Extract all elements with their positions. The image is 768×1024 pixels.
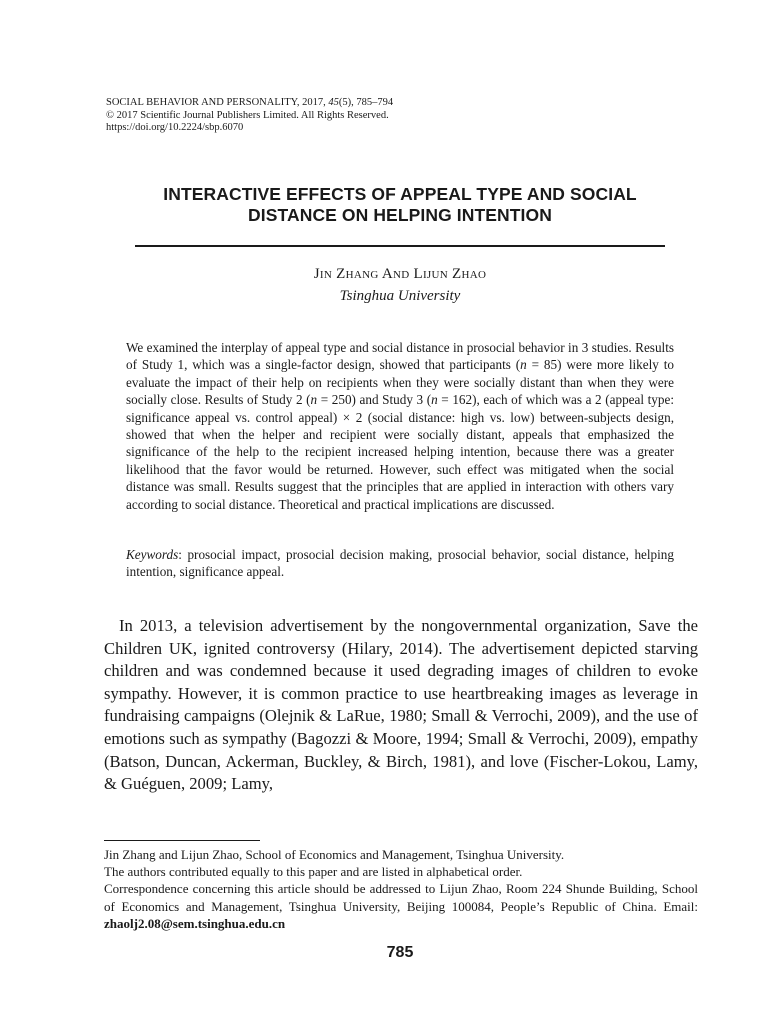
footnote-affiliations: Jin Zhang and Lijun Zhao, School of Economics and Management, Tsinghua University.	[104, 847, 565, 862]
author-block	[100, 263, 700, 307]
article-title	[100, 184, 700, 226]
footnote-divider	[104, 840, 260, 841]
abstract: We examined the interplay of appeal type and social distance in prosocial behavior in 3 studies. Results of Study 1, which was a single-factor design, showed that participants (n = 85) were more likely to evaluate the impact of their help on recipients when they were socially distant than when they were socially close. Results of Study 2 (n = 250) and Study 3 (n = 162), each of which was a 2 (appeal type: significance appeal vs. control appeal) × 2 (social distance: high vs. low) between-subjects design, showed that when the helper and recipient were socially distant, appeals that emphasized the significance of the help to the recipient increased helping intention, because there was a greater likelihood that the favor would be returned. However, such effect was mitigated when the social distance was small. Results suggest that the principles that are applied in interaction with others vary according to social distance. Theoretical and practical implications are discussed.	[126, 340, 675, 512]
author-affiliation: Tsinghua University	[339, 288, 461, 304]
copyright-line: © 2017 Scientific Journal Publishers Limited. All Rights Reserved.	[106, 109, 389, 121]
doi-link[interactable]: https://doi.org/10.2224/sbp.6070	[106, 122, 244, 133]
correspondence-email[interactable]: zhaolj2.08@sem.tsinghua.edu.cn	[104, 915, 286, 931]
keywords-label: Keywords	[126, 547, 179, 562]
title-line-1: INTERACTIVE EFFECTS OF APPEAL TYPE AND SOCIAL	[163, 184, 637, 204]
title-line-2: DISTANCE ON HELPING INTENTION	[248, 205, 552, 225]
footnote-correspondence: Correspondence concerning this article should be addressed to Lijun Zhao, Room 224 Shunde Building, School of Economics and Management, Tsinghua University, Beijing 100084, People’s Republic of China. Email: zhaolj2.08@sem.tsinghua.edu.cn	[104, 881, 698, 931]
journal-citation: SOCIAL BEHAVIOR AND PERSONALITY, 2017, 45(5), 785–794	[106, 97, 394, 108]
title-divider	[135, 245, 665, 247]
journal-header	[106, 97, 393, 135]
page-number: 785	[386, 944, 414, 961]
keywords	[126, 546, 674, 581]
body-paragraph: In 2013, a television advertisement by the nongovernmental organization, Save the Children UK, ignited controversy (Hilary, 2014). The advertisement depicted starving children and was condemned because it used degrading images of children to evoke sympathy. However, it is common practice to use heartbreaking images as leverage in fundraising campaigns (Olejnik & LaRue, 1980; Small & Verrochi, 2009), and the use of emotions such as sympathy (Bagozzi & Moore, 1994; Small & Verrochi, 2009), empathy (Batson, Duncan, Ackerman, Buckley, & Birch, 1981), and love (Fischer-Lokou, Lamy, & Guéguen, 2009; Lamy,	[104, 616, 698, 794]
journal-volume: 45	[328, 97, 339, 108]
author-names: Jin Zhang And Lijun Zhao	[313, 266, 487, 282]
footnotes	[104, 846, 698, 932]
keywords-list: : prosocial impact, prosocial decision making, prosocial behavior, social distance, helping intention, significance appeal.	[126, 547, 674, 580]
footnote-equal-contribution: The authors contributed equally to this paper and are listed in alphabetical order.	[104, 864, 523, 880]
